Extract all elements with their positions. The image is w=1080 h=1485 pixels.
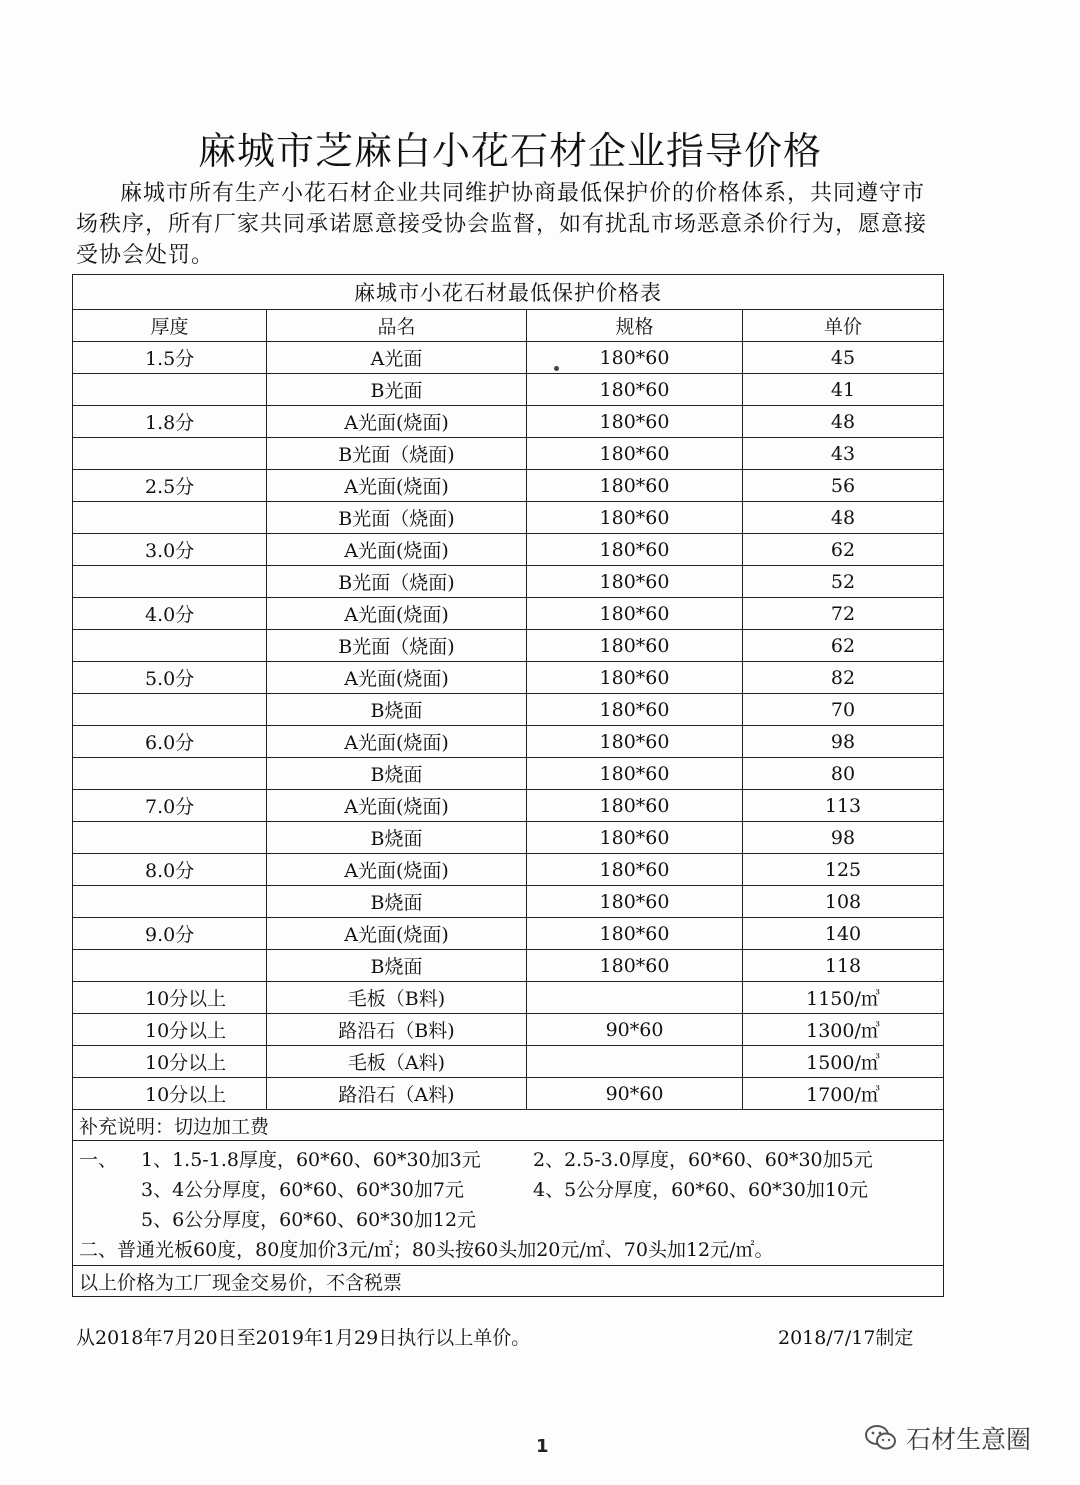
table-row bbox=[73, 918, 944, 950]
cell-name: A光面(烧面) bbox=[267, 726, 527, 758]
cell-spec: 180*60 bbox=[527, 758, 743, 790]
cell-thickness bbox=[73, 950, 267, 982]
page-title: 麻城市芝麻白小花石材企业指导价格 bbox=[197, 129, 822, 173]
cell-spec bbox=[527, 1046, 743, 1078]
cell-thickness: 10分以上 bbox=[73, 1078, 267, 1110]
table-row bbox=[73, 630, 944, 662]
surcharge-line-1 bbox=[79, 1143, 937, 1173]
surcharge-line-3 bbox=[79, 1203, 937, 1233]
cell-price: 56 bbox=[743, 470, 944, 502]
table-row bbox=[73, 598, 944, 630]
cell-name: A光面(烧面) bbox=[267, 662, 527, 694]
cell-spec: 180*60 bbox=[527, 438, 743, 470]
cell-thickness bbox=[73, 630, 267, 662]
cell-price: 140 bbox=[743, 918, 944, 950]
table-row bbox=[73, 438, 944, 470]
surcharge-item: 1、1.5-1.8厚度，60*60、60*30加3元 bbox=[141, 1148, 481, 1171]
cell-spec: 180*60 bbox=[527, 630, 743, 662]
table-row bbox=[73, 1078, 944, 1110]
cell-spec: 90*60 bbox=[527, 1014, 743, 1046]
cell-thickness bbox=[73, 438, 267, 470]
cell-name: B烧面 bbox=[267, 822, 527, 854]
table-row bbox=[73, 534, 944, 566]
cell-thickness bbox=[73, 374, 267, 406]
cell-name: B光面（烧面) bbox=[267, 566, 527, 598]
table-row bbox=[73, 1014, 944, 1046]
cell-name: 毛板（A料) bbox=[267, 1046, 527, 1078]
cell-spec: 180*60 bbox=[527, 470, 743, 502]
cell-name: B光面（烧面) bbox=[267, 502, 527, 534]
cell-name: A光面(烧面) bbox=[267, 598, 527, 630]
cell-spec: 180*60 bbox=[527, 662, 743, 694]
cell-price: 108 bbox=[743, 886, 944, 918]
cell-spec: 180*60 bbox=[527, 598, 743, 630]
cell-price: 62 bbox=[743, 534, 944, 566]
table-row bbox=[73, 342, 944, 374]
cell-price: 80 bbox=[743, 758, 944, 790]
table-header-row bbox=[73, 310, 944, 342]
table-row bbox=[73, 758, 944, 790]
watermark-text: 石材生意圈 bbox=[906, 1425, 1032, 1454]
cell-thickness: 7.0分 bbox=[73, 790, 267, 822]
cell-name: B烧面 bbox=[267, 758, 527, 790]
cell-name: A光面 bbox=[267, 342, 527, 374]
cell-thickness: 10分以上 bbox=[73, 982, 267, 1014]
table-row bbox=[73, 406, 944, 438]
cell-price: 98 bbox=[743, 822, 944, 854]
cell-price: 43 bbox=[743, 438, 944, 470]
cell-price: 98 bbox=[743, 726, 944, 758]
cell-thickness bbox=[73, 822, 267, 854]
note-two: 二、普通光板60度，80度加价3元/㎡；80头按60头加20元/㎡、70头加12元/㎡。 bbox=[79, 1238, 774, 1261]
header-spec: 规格 bbox=[527, 310, 743, 342]
cell-spec: 180*60 bbox=[527, 534, 743, 566]
cell-spec: 180*60 bbox=[527, 886, 743, 918]
cell-thickness: 1.5分 bbox=[73, 342, 267, 374]
table-row bbox=[73, 662, 944, 694]
cell-thickness bbox=[73, 694, 267, 726]
header-thickness: 厚度 bbox=[73, 310, 267, 342]
surcharge-line-2 bbox=[79, 1173, 937, 1203]
cell-name: B光面 bbox=[267, 374, 527, 406]
surcharge-item: 5、6公分厚度，60*60、60*30加12元 bbox=[141, 1208, 477, 1231]
cash-note-row bbox=[73, 1266, 944, 1297]
cell-spec: 180*60 bbox=[527, 502, 743, 534]
cell-name: 毛板（B料) bbox=[267, 982, 527, 1014]
cell-name: 路沿石（B料) bbox=[267, 1014, 527, 1046]
surcharge-line-4 bbox=[79, 1233, 937, 1263]
cell-spec: 180*60 bbox=[527, 854, 743, 886]
surcharge-row bbox=[73, 1141, 944, 1266]
cell-price: 1700/㎥ bbox=[743, 1078, 944, 1110]
table-row bbox=[73, 982, 944, 1014]
cell-price: 48 bbox=[743, 502, 944, 534]
cell-thickness: 4.0分 bbox=[73, 598, 267, 630]
cell-thickness: 2.5分 bbox=[73, 470, 267, 502]
cell-price: 45 bbox=[743, 342, 944, 374]
table-row bbox=[73, 886, 944, 918]
cell-name: A光面(烧面) bbox=[267, 470, 527, 502]
notes-body bbox=[73, 1110, 944, 1297]
table-caption: 麻城市小花石材最低保护价格表 bbox=[73, 275, 944, 310]
cell-spec bbox=[527, 982, 743, 1014]
cell-thickness: 9.0分 bbox=[73, 918, 267, 950]
table-caption-row bbox=[73, 275, 944, 310]
supplement-row bbox=[73, 1110, 944, 1141]
cell-thickness: 5.0分 bbox=[73, 662, 267, 694]
cell-spec: 180*60 bbox=[527, 694, 743, 726]
table-row bbox=[73, 854, 944, 886]
cell-price: 125 bbox=[743, 854, 944, 886]
supplement-title: 补充说明：切边加工费 bbox=[73, 1110, 944, 1141]
cell-spec: 180*60 bbox=[527, 950, 743, 982]
cell-spec: 180*60 bbox=[527, 342, 743, 374]
cell-price: 41 bbox=[743, 374, 944, 406]
table-row bbox=[73, 822, 944, 854]
cell-thickness: 3.0分 bbox=[73, 534, 267, 566]
surcharge-cell bbox=[73, 1141, 944, 1266]
cell-price: 113 bbox=[743, 790, 944, 822]
table-row bbox=[73, 950, 944, 982]
cell-thickness: 6.0分 bbox=[73, 726, 267, 758]
page-number: 1 bbox=[536, 1436, 549, 1457]
cell-name: B光面（烧面) bbox=[267, 630, 527, 662]
cell-price: 72 bbox=[743, 598, 944, 630]
cell-spec: 180*60 bbox=[527, 566, 743, 598]
cell-price: 118 bbox=[743, 950, 944, 982]
wechat-icon bbox=[864, 1423, 898, 1453]
cell-spec: 180*60 bbox=[527, 918, 743, 950]
cell-price: 1300/㎥ bbox=[743, 1014, 944, 1046]
cell-price: 48 bbox=[743, 406, 944, 438]
cell-name: A光面(烧面) bbox=[267, 406, 527, 438]
cell-thickness bbox=[73, 758, 267, 790]
table-row bbox=[73, 694, 944, 726]
cell-name: 路沿石（A料) bbox=[267, 1078, 527, 1110]
header-name: 品名 bbox=[267, 310, 527, 342]
cell-price: 1500/㎥ bbox=[743, 1046, 944, 1078]
cell-price: 52 bbox=[743, 566, 944, 598]
cell-thickness bbox=[73, 566, 267, 598]
cell-thickness: 1.8分 bbox=[73, 406, 267, 438]
validity-note: 从2018年7月20日至2019年1月29日执行以上单价。 bbox=[76, 1327, 531, 1349]
cell-thickness: 10分以上 bbox=[73, 1014, 267, 1046]
surcharge-item: 3、4公分厚度，60*60、60*30加7元 bbox=[141, 1178, 464, 1201]
cell-price: 1150/㎥ bbox=[743, 982, 944, 1014]
cell-name: B光面（烧面) bbox=[267, 438, 527, 470]
watermark bbox=[864, 1420, 1031, 1456]
cell-thickness: 10分以上 bbox=[73, 1046, 267, 1078]
cell-price: 62 bbox=[743, 630, 944, 662]
table-row bbox=[73, 726, 944, 758]
issue-date: 2018/7/17制定 bbox=[778, 1327, 914, 1349]
cell-name: A光面(烧面) bbox=[267, 854, 527, 886]
header-price: 单价 bbox=[743, 310, 944, 342]
cell-thickness: 8.0分 bbox=[73, 854, 267, 886]
cash-note: 以上价格为工厂现金交易价，不含税票 bbox=[73, 1266, 944, 1297]
cell-thickness bbox=[73, 502, 267, 534]
cell-name: A光面(烧面) bbox=[267, 790, 527, 822]
cell-spec: 180*60 bbox=[527, 406, 743, 438]
cell-spec: 180*60 bbox=[527, 822, 743, 854]
intro-paragraph: 麻城市所有生产小花石材企业共同维护协商最低保护价的价格体系，共同遵守市场秩序，所有厂家共同承诺愿意接受协会监督，如有扰乱市场恶意杀价行为，愿意接受协会处罚。 bbox=[76, 181, 928, 268]
cell-spec: 90*60 bbox=[527, 1078, 743, 1110]
price-table-body bbox=[73, 275, 944, 1110]
table-row bbox=[73, 470, 944, 502]
cell-name: B烧面 bbox=[267, 694, 527, 726]
surcharge-lead: 一、 bbox=[79, 1148, 118, 1171]
cell-name: B烧面 bbox=[267, 950, 527, 982]
cell-price: 70 bbox=[743, 694, 944, 726]
cell-name: B烧面 bbox=[267, 886, 527, 918]
cell-spec: 180*60 bbox=[527, 790, 743, 822]
table-row bbox=[73, 502, 944, 534]
cell-name: A光面(烧面) bbox=[267, 534, 527, 566]
cell-spec: 180*60 bbox=[527, 374, 743, 406]
scan-speck bbox=[554, 366, 559, 371]
table-row bbox=[73, 374, 944, 406]
table-row bbox=[73, 566, 944, 598]
table-row bbox=[73, 790, 944, 822]
cell-thickness bbox=[73, 886, 267, 918]
cell-spec: 180*60 bbox=[527, 726, 743, 758]
table-row bbox=[73, 1046, 944, 1078]
surcharge-item: 2、2.5-3.0厚度，60*60、60*30加5元 bbox=[533, 1148, 873, 1171]
price-table bbox=[72, 274, 944, 1297]
surcharge-item: 4、5公分厚度，60*60、60*30加10元 bbox=[533, 1178, 869, 1201]
cell-name: A光面(烧面) bbox=[267, 918, 527, 950]
cell-price: 82 bbox=[743, 662, 944, 694]
